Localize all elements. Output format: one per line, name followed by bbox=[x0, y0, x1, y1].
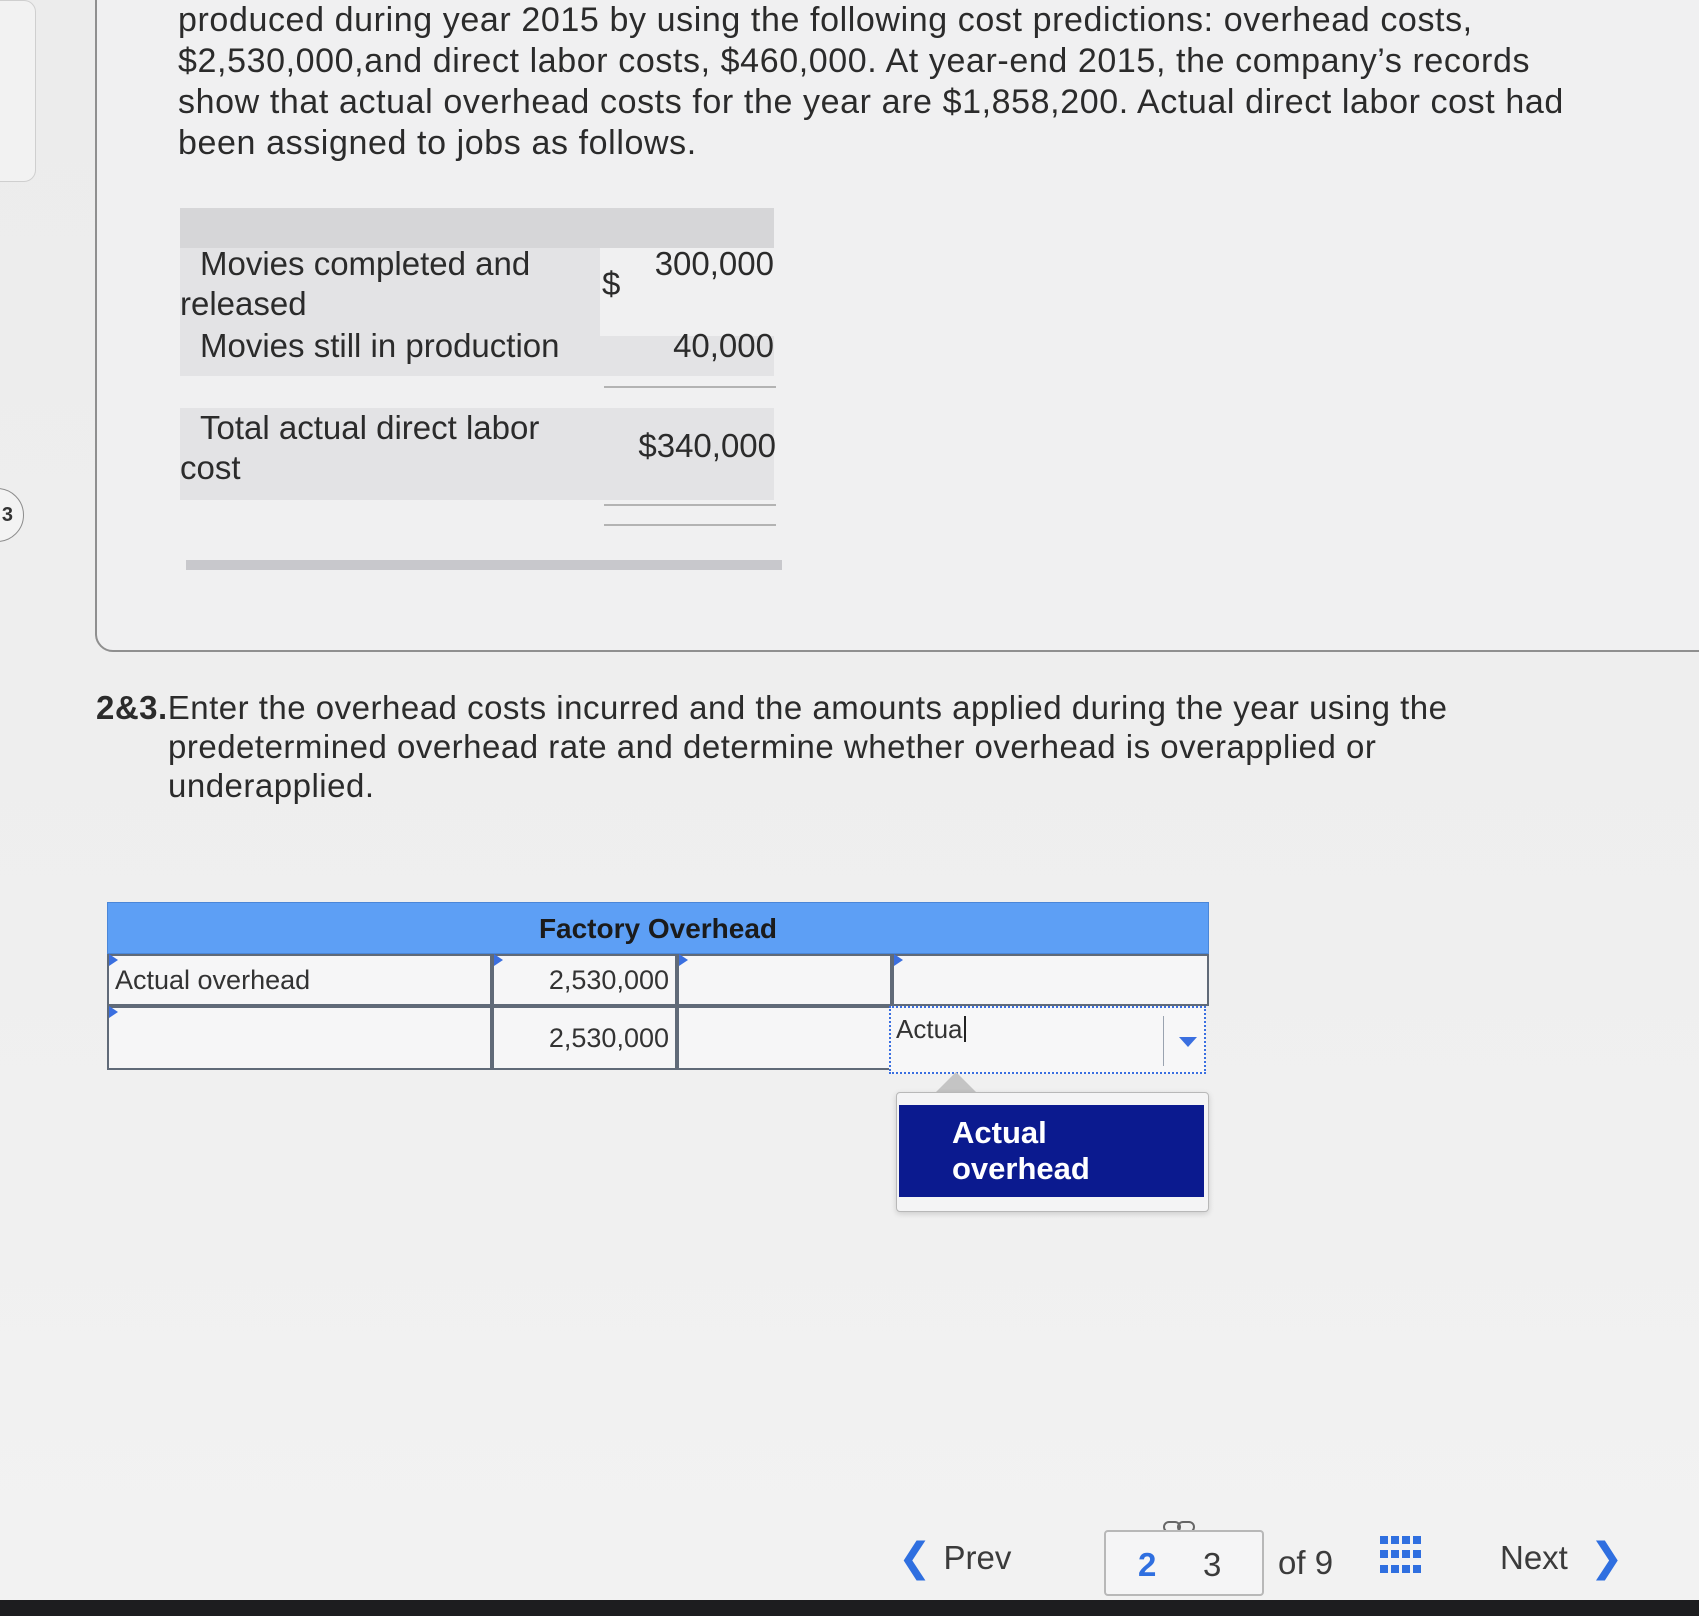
double-rule-bottom bbox=[604, 524, 776, 526]
labor-row-label: Movies completed and released bbox=[180, 245, 531, 322]
grid-view-icon[interactable] bbox=[1380, 1536, 1420, 1576]
question-number: 2&3. bbox=[96, 689, 168, 726]
next-button[interactable] bbox=[1500, 1528, 1623, 1588]
flag-icon bbox=[494, 954, 503, 966]
credit-label-select-2[interactable] bbox=[889, 1006, 1206, 1074]
debit-amount-input-1[interactable]: 2,530,000 bbox=[492, 954, 677, 1006]
debit-amount-input-2[interactable]: 2,530,000 bbox=[492, 1006, 677, 1070]
question-text: Enter the overhead costs incurred and the amounts applied during the year using the predetermined overhead rate and determine whether overhead is overapplied or underapplied. bbox=[167, 689, 1448, 804]
problem-text: produced during year 2015 by using the following cost predictions: overhead costs, $2,530,000,and direct labor costs, $460,000. At year-end 2015, the company’s records show that actual overhead costs for the year are $1,858,200. Actual direct labor cost had been assigned to jobs as follows. bbox=[178, 1, 1564, 162]
select-typed-text bbox=[896, 1014, 966, 1045]
left-tab bbox=[0, 0, 36, 182]
chevron-left-icon: ❮ bbox=[898, 1536, 932, 1580]
typed-value: Actua bbox=[896, 1014, 963, 1044]
question bbox=[96, 688, 1548, 805]
subtotal-rule bbox=[604, 386, 776, 388]
next-page-number[interactable]: 3 bbox=[1203, 1546, 1222, 1583]
credit-amount-input-1[interactable] bbox=[677, 954, 892, 1006]
table-footer-bar bbox=[186, 560, 782, 570]
credit-label-input-1[interactable] bbox=[892, 954, 1209, 1006]
labor-table-header bbox=[180, 208, 774, 248]
labor-row-value: 300,000 bbox=[654, 245, 774, 282]
dropdown-option-actual-overhead[interactable] bbox=[899, 1105, 1204, 1197]
page-selector[interactable] bbox=[1104, 1530, 1264, 1596]
flag-icon bbox=[109, 1006, 118, 1018]
page-total: of 9 bbox=[1278, 1544, 1334, 1581]
total-value: $340,000 bbox=[638, 427, 776, 464]
prev-button[interactable] bbox=[898, 1528, 1011, 1588]
credit-amount-input-2[interactable] bbox=[677, 1006, 892, 1070]
double-rule-top bbox=[604, 504, 776, 506]
autocomplete-dropdown bbox=[896, 1092, 1209, 1212]
option-label: Actual overhead bbox=[952, 1115, 1090, 1186]
dropdown-arrow-icon[interactable] bbox=[1179, 1037, 1197, 1047]
chevron-right-icon: ❯ bbox=[1589, 1536, 1624, 1580]
screen-bezel bbox=[0, 1600, 1699, 1616]
flag-icon bbox=[894, 954, 903, 966]
dropdown-pointer bbox=[934, 1072, 978, 1094]
t-account-title: Factory Overhead bbox=[107, 902, 1209, 954]
flag-icon bbox=[679, 954, 688, 966]
flag-icon bbox=[109, 954, 118, 966]
labor-row-label: Movies still in production bbox=[200, 327, 560, 364]
text-caret bbox=[964, 1016, 966, 1042]
next-label: Next bbox=[1500, 1539, 1568, 1576]
select-divider bbox=[1163, 1016, 1164, 1066]
step-number: 3 bbox=[1, 504, 13, 526]
total-label: Total actual direct labor cost bbox=[180, 409, 540, 486]
debit-label-input-2[interactable] bbox=[107, 1006, 492, 1070]
currency-symbol: $ bbox=[602, 265, 621, 302]
current-page: 2 bbox=[1138, 1546, 1157, 1583]
debit-label-input-1[interactable]: Actual overhead bbox=[107, 954, 492, 1006]
labor-row-value: 40,000 bbox=[673, 327, 774, 364]
prev-label: Prev bbox=[943, 1539, 1012, 1576]
